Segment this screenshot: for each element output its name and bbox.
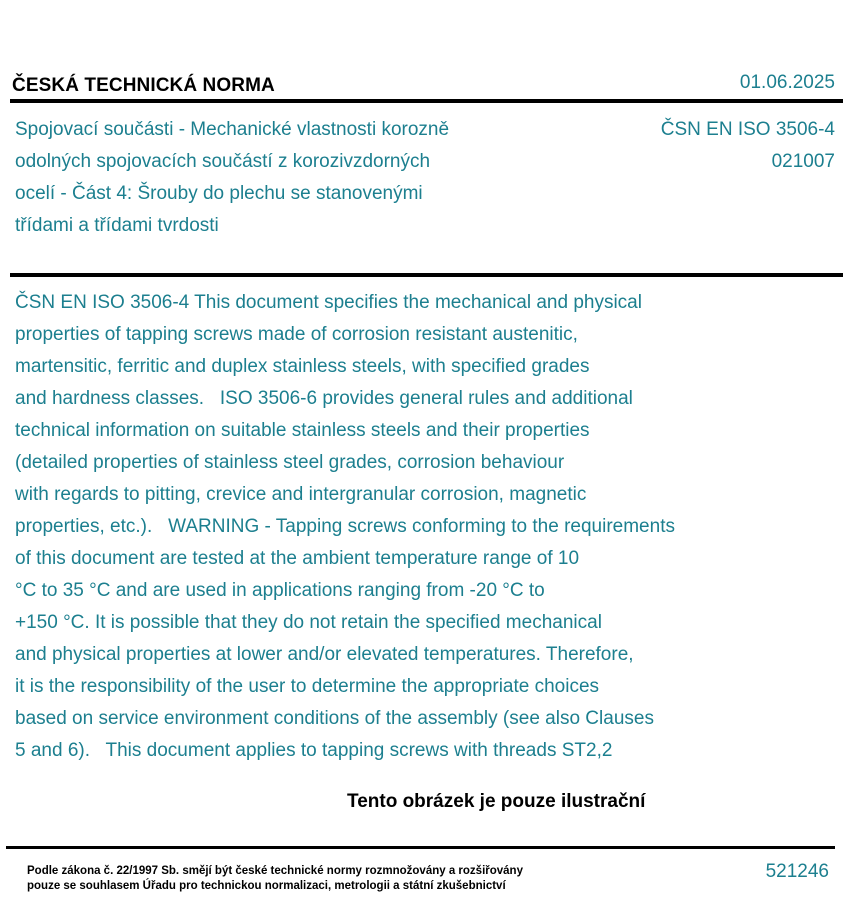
document-number: 521246 <box>765 861 829 882</box>
abstract-line: and physical properties at lower and/or elevated temperatures. Therefore, <box>15 644 634 665</box>
abstract-line: properties of tapping screws made of corrosion resistant austenitic, <box>15 324 578 345</box>
abstract-line: properties, etc.). WARNING - Tapping screws conforming to the requirements <box>15 516 675 537</box>
standard-title-line: Spojovací součásti - Mechanické vlastnosti korozně <box>15 119 450 140</box>
abstract-text <box>15 287 675 767</box>
abstract-line: martensitic, ferritic and duplex stainless steels, with specified grades <box>15 356 590 377</box>
standard-title-line: ocelí - Část 4: Šrouby do plechu se stanovenými <box>15 183 423 204</box>
footer-divider <box>6 846 835 849</box>
abstract-line: it is the responsibility of the user to determine the appropriate choices <box>15 676 600 697</box>
legal-notice <box>27 864 523 894</box>
standard-title-line: třídami a třídami tvrdosti <box>15 215 219 236</box>
classification-code: 021007 <box>771 151 835 172</box>
abstract-line: °C to 35 °C and are used in applications ranging from -20 °C to <box>15 580 545 601</box>
abstract-line: based on service environment conditions of the assembly (see also Clauses <box>15 708 654 729</box>
abstract-line: (detailed properties of stainless steel grades, corrosion behaviour <box>15 452 565 473</box>
legal-notice-line: pouze se souhlasem Úřadu pro technickou normalizaci, metrologii a státní zkušebnictví <box>27 880 506 892</box>
standard-title <box>15 114 575 242</box>
abstract-line: 5 and 6). This document applies to tapping screws with threads ST2,2 <box>15 740 613 761</box>
norm-header-title: ČESKÁ TECHNICKÁ NORMA <box>12 75 275 96</box>
standard-codes <box>661 114 835 178</box>
legal-notice-line: Podle zákona č. 22/1997 Sb. smějí být české technické normy rozmnožovány a rozšiřovány <box>27 865 523 877</box>
abstract-line: ČSN EN ISO 3506-4 This document specifies the mechanical and physical <box>15 292 642 313</box>
illustration-notice: Tento obrázek je pouze ilustrační <box>347 791 646 812</box>
standard-title-line: odolných spojovacích součástí z korozivzdorných <box>15 151 431 172</box>
abstract-line: of this document are tested at the ambient temperature range of 10 <box>15 548 580 569</box>
abstract-line: with regards to pitting, crevice and intergranular corrosion, magnetic <box>15 484 587 505</box>
standard-designation: ČSN EN ISO 3506-4 <box>660 119 835 140</box>
header-divider <box>10 99 843 103</box>
abstract-line: technical information on suitable stainless steels and their properties <box>15 420 590 441</box>
abstract-line: and hardness classes. ISO 3506-6 provides general rules and additional <box>15 388 633 409</box>
title-divider <box>10 273 843 277</box>
abstract-line: +150 °C. It is possible that they do not retain the specified mechanical <box>15 612 602 633</box>
publication-date: 01.06.2025 <box>739 72 835 93</box>
